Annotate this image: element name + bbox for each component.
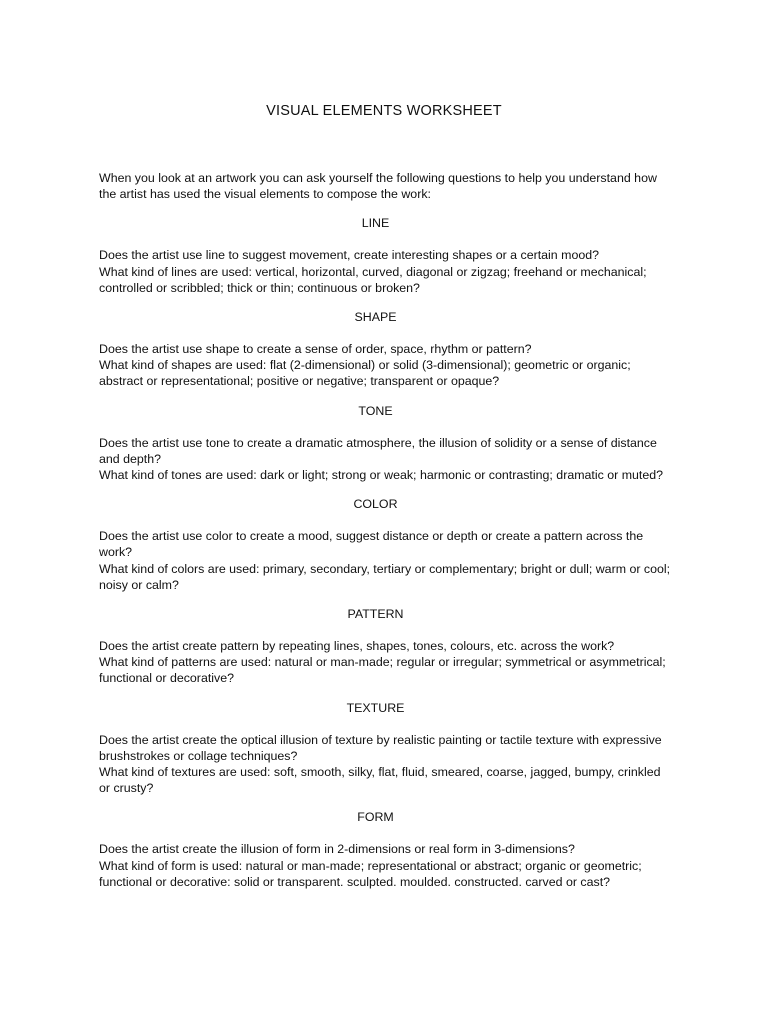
document-body — [99, 170, 674, 903]
question-text: What kind of shapes are used: flat (2-dimensional) or solid (3-dimensional); geometric or organic; abstract or representational; positive or negative; transparent or opaque? — [99, 358, 631, 389]
section-form — [99, 809, 674, 890]
question-text: What kind of patterns are used: natural or man-made; regular or irregular; symmetrical or asymmetrical; functional or decorative? — [99, 655, 666, 686]
section-texture — [99, 700, 674, 797]
question-text: What kind of form is used: natural or man-made; representational or abstract; organic or geometric; functional or decorative: solid or transparent. sculpted. moulded. constructed. carved or cast? — [99, 858, 642, 889]
section-heading: SHAPE — [354, 310, 397, 325]
section-line — [99, 215, 674, 296]
section-questions — [99, 247, 674, 296]
section-heading: PATTERN — [347, 607, 404, 622]
question-text: What kind of lines are used: vertical, horizontal, curved, diagonal or zigzag; freehand or mechanical; controlled or scribbled; thick or thin; continuous or broken? — [99, 264, 647, 295]
document-title: VISUAL ELEMENTS WORKSHEET — [266, 103, 502, 119]
question-text: Does the artist create pattern by repeating lines, shapes, tones, colours, etc. across the work? — [99, 639, 615, 654]
question-text: What kind of colors are used: primary, secondary, tertiary or complementary; bright or dull; warm or cool; noisy or calm? — [99, 561, 671, 592]
section-heading: TONE — [358, 403, 393, 418]
section-heading: COLOR — [353, 497, 398, 512]
question-text: Does the artist use shape to create a sense of order, space, rhythm or pattern? — [99, 342, 532, 357]
question-text: Does the artist create the optical illusion of texture by realistic painting or tactile texture with expressive brushstrokes or collage techniques? — [99, 732, 662, 763]
section-questions — [99, 435, 674, 484]
question-text: Does the artist use tone to create a dramatic atmosphere, the illusion of solidity or a sense of distance and depth? — [99, 435, 657, 466]
section-pattern — [99, 606, 674, 687]
section-heading: TEXTURE — [346, 700, 405, 715]
section-questions — [99, 732, 674, 797]
section-shape — [99, 309, 674, 390]
section-tone — [99, 403, 674, 484]
question-text: Does the artist use line to suggest movement, create interesting shapes or a certain mood? — [99, 248, 600, 263]
question-text: What kind of textures are used: soft, smooth, silky, flat, fluid, smeared, coarse, jagged, bumpy, crinkled or crusty? — [99, 765, 661, 796]
section-color — [99, 496, 674, 593]
section-questions — [99, 638, 674, 687]
question-text: What kind of tones are used: dark or light; strong or weak; harmonic or contrasting; dramatic or muted? — [99, 468, 664, 483]
intro-paragraph: When you look at an artwork you can ask yourself the following questions to help you understand how the artist has used the visual elements to compose the work: — [99, 171, 657, 202]
section-questions — [99, 841, 674, 890]
section-questions — [99, 341, 674, 390]
section-heading: LINE — [361, 216, 390, 231]
question-text: Does the artist create the illusion of form in 2-dimensions or real form in 3-dimensions? — [99, 842, 575, 857]
question-text: Does the artist use color to create a mood, suggest distance or depth or create a pattern across the work? — [99, 529, 644, 560]
section-heading: FORM — [357, 810, 394, 825]
section-questions — [99, 528, 674, 593]
